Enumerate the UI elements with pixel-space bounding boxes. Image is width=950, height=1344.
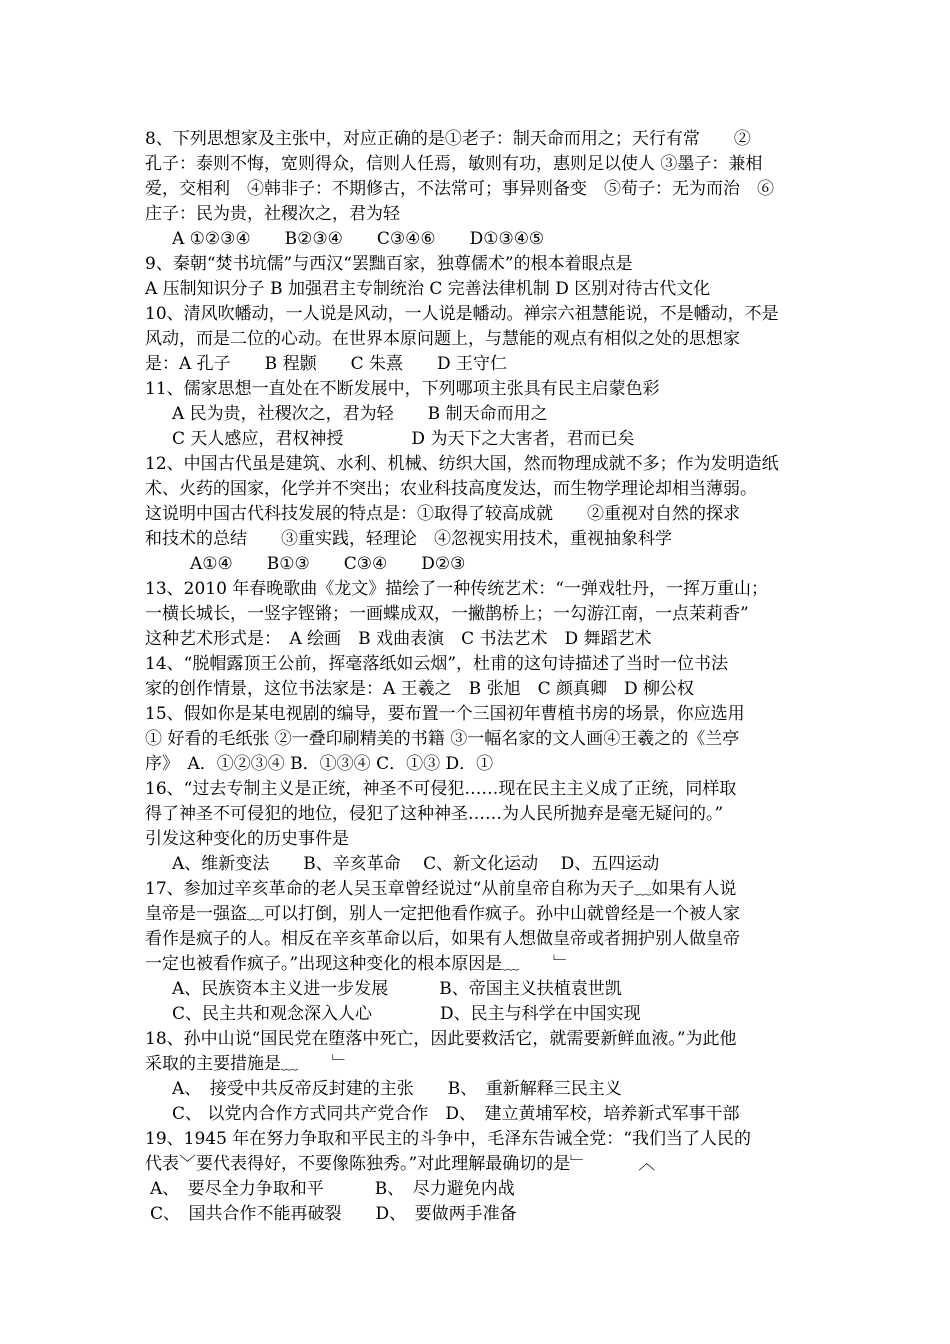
q12-line-2: 术、火药的国家，化学并不突出；农业科技高度发达，而生物学理论却相当薄弱。 xyxy=(145,479,757,499)
q9-options: A 压制知识分子 B 加强君主专制统治 C 完善法律机制 D 区别对待古代文化 xyxy=(145,279,711,299)
q19-line-1: 19、1945 年在努力争取和平民主的斗争中，毛泽东告诫全党：“我们当了人民的 xyxy=(145,1129,751,1149)
q17-options-1: A、民族资本主义进一步发展 B、帝国主义扶植袁世凯 xyxy=(172,979,622,999)
q19-options-1: A、 要尽全力争取和平 B、 尽力避免内战 xyxy=(150,1179,515,1199)
q10-options: 是：A 孔子 B 程颢 C 朱熹 D 王守仁 xyxy=(145,354,508,374)
q18-options-2: C、 以党内合作方式同共产党合作 D、 建立黄埔军校，培养新式军事干部 xyxy=(172,1104,740,1124)
q13-line-2: 一横长城长，一竖字铿锵；一画蝶成双，一撇鹊桥上；一勾游江南，一点茉莉香” xyxy=(145,604,749,624)
q12-line-1: 12、中国古代虽是建筑、水利、机械、纺织大国，然而物理成就不多；作为发明造纸 xyxy=(145,454,779,474)
q10-line-1: 10、清风吹幡动，一人说是风动，一人说是幡动。禅宗六祖慧能说，不是幡动，不是 xyxy=(145,304,779,324)
q16-line-1: 16、“过去专制主义是正统，神圣不可侵犯……现在民主主义成了正统，同样取 xyxy=(145,779,737,799)
q17-line-4: 一定也被看作疯子。”出现这种变化的根本原因是﹏ ﹂ xyxy=(145,954,571,974)
q16-line-3: 引发这种变化的历史事件是 xyxy=(145,829,349,849)
q11-stem: 11、儒家思想一直处在不断发展中，下列哪项主张具有民主启蒙色彩 xyxy=(145,379,660,399)
q18-options-1: A、 接受中共反帝反封建的主张 B、 重新解释三民主义 xyxy=(172,1079,622,1099)
q13-options: 这种艺术形式是： A 绘画 B 戏曲表演 C 书法艺术 D 舞蹈艺术 xyxy=(145,629,652,649)
q16-line-2: 得了神圣不可侵犯的地位，侵犯了这种神圣……为人民所抛弃是毫无疑问的。” xyxy=(145,804,724,824)
q8-line-2: 孔子：泰则不悔，宽则得众，信则人任焉，敏则有功，惠则足以使人 ③墨子：兼相 xyxy=(145,154,763,174)
q9-stem: 9、秦朝“焚书坑儒”与西汉“罢黜百家，独尊儒术”的根本着眼点是 xyxy=(145,254,633,274)
q17-line-2: 皇帝是一强盗﹏可以打倒，别人一定把他看作疯子。孙中山就曾经是一个被人家 xyxy=(145,904,740,924)
q12-line-4: 和技术的总结 ③重实践，轻理论 ④忽视实用技术，重视抽象科学 xyxy=(145,529,672,549)
q8-line-1: 8、下列思想家及主张中，对应正确的是①老子：制天命而用之；天行有常 ② xyxy=(145,129,751,149)
q15-options: 序》 A．①②③④ B．①③④ C．①③ D．① xyxy=(145,754,494,774)
q18-line-1: 18、孙中山说“国民党在堕落中死亡，因此要救活它，就需要新鲜血液。”为此他 xyxy=(145,1029,737,1049)
q11-options-2: C 天人感应，君权神授 D 为天下之大害者，君而已矣 xyxy=(172,429,635,449)
q14-line-1: 14、“脱帽露顶王公前，挥毫落纸如云烟”，杜甫的这句诗描述了当时一位书法 xyxy=(145,654,729,674)
q14-options: 家的创作情景，这位书法家是：A 王羲之 B 张旭 C 颜真卿 D 柳公权 xyxy=(145,679,695,699)
q15-line-1: 15、假如你是某电视剧的编导，要布置一个三国初年曹植书房的场景，你应选用 xyxy=(145,704,745,724)
q12-options: A①④ B①③ C③④ D②③ xyxy=(190,554,466,574)
q15-line-2: ① 好看的毛纸张 ②一叠印刷精美的书籍 ③一幅名家的文人画④王羲之的《兰亭 xyxy=(145,729,740,749)
q16-options: A、维新变法 B、辛亥革命 C、新文化运动 D、五四运动 xyxy=(172,854,660,874)
q10-line-2: 风动，而是二位的心动。在世界本原问题上，与慧能的观点有相似之处的思想家 xyxy=(145,329,740,349)
q8-line-3: 爱，交相利 ④韩非子：不期修古，不法常可；事异则备变 ⑤荀子：无为而治 ⑥ xyxy=(145,179,774,199)
q12-line-3: 这说明中国古代科技发展的特点是：①取得了较高成就 ②重视对自然的探求 xyxy=(145,504,740,524)
q19-options-2: C、 国共合作不能再破裂 D、 要做两手准备 xyxy=(150,1204,517,1224)
q13-line-1: 13、2010 年春晚歌曲《龙文》描绘了一种传统艺术：“一弹戏牡丹，一挥万重山； xyxy=(145,579,768,599)
q18-line-2: 采取的主要措施是﹏ ﹂ xyxy=(145,1054,349,1074)
q17-options-2: C、民主共和观念深入人心 D、民主与科学在中国实现 xyxy=(172,1004,641,1024)
q8-options: A ①②③④ B②③④ C③④⑥ D①③④⑤ xyxy=(172,229,545,249)
q19-line-2: 代表﹀要代表得好，不要像陈独秀。”对此理解最确切的是﹂ ︿ xyxy=(145,1154,656,1174)
q17-line-3: 看作是疯子的人。相反在辛亥革命以后，如果有人想做皇帝或者拥护别人做皇帝 xyxy=(145,929,740,949)
q17-line-1: 17、参加过辛亥革命的老人吴玉章曾经说过“从前皇帝自称为天子﹏如果有人说 xyxy=(145,879,737,899)
q8-line-4: 庄子：民为贵，社稷次之，君为轻 xyxy=(145,204,400,224)
q11-options-1: A 民为贵，社稷次之，君为轻 B 制天命而用之 xyxy=(172,404,548,424)
